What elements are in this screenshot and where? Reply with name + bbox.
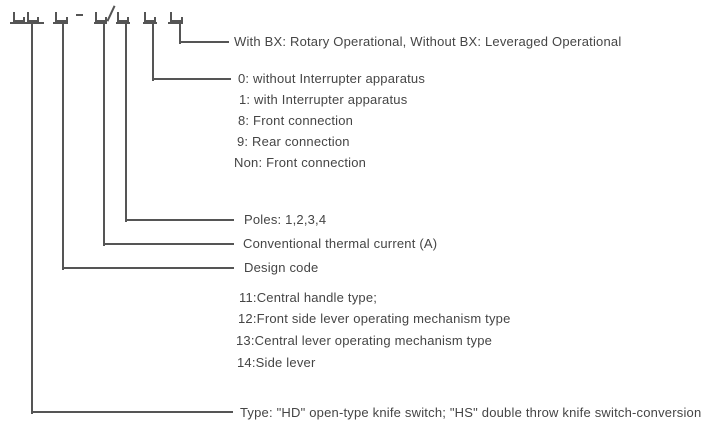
operation-label: With BX: Rotary Operational, Without BX: Leveraged Operational: [234, 34, 622, 49]
interrupter-underline: [143, 22, 157, 24]
poles-stem: [125, 24, 127, 222]
code-cell-right-tick: [66, 17, 68, 20]
code-cell-right-tick: [37, 17, 39, 20]
code-cell: [170, 12, 183, 22]
interrupter-option-0: 0: without Interrupter apparatus: [238, 71, 426, 86]
poles-underline: [116, 22, 130, 24]
poles-connector-line: [125, 219, 234, 221]
design-code-label: Design code: [244, 260, 319, 275]
type-label: Type: "HD" open-type knife switch; "HS" double throw knife switch-conversion: [240, 405, 702, 420]
design-code-connector-line: [62, 267, 234, 269]
interrupter-option-8: 8: Front connection: [238, 113, 354, 128]
design-code-underline: [53, 22, 68, 24]
code-cell: [27, 12, 39, 22]
design-code-option-11: 11:Central handle type;: [239, 290, 378, 305]
design-code-option-14: 14:Side lever: [237, 355, 316, 370]
interrupter-option-non: Non: Front connection: [234, 155, 367, 170]
code-cell-right-tick: [23, 17, 25, 20]
type-stem: [31, 24, 33, 414]
interrupter-connector-line: [152, 78, 231, 80]
thermal-current-underline: [94, 22, 107, 24]
code-cell: [144, 12, 156, 22]
thermal-current-label: Conventional thermal current (A): [243, 236, 438, 251]
poles-label: Poles: 1,2,3,4: [244, 212, 327, 227]
code-cell-right-tick: [181, 17, 183, 20]
type-underline: [10, 22, 44, 24]
code-cell: [13, 12, 25, 22]
code-cell: [117, 12, 129, 22]
thermal-current-connector-line: [103, 243, 234, 245]
code-cell-right-tick: [127, 17, 129, 20]
design-code-stem: [62, 24, 64, 270]
interrupter-option-1: 1: with Interrupter apparatus: [239, 92, 408, 107]
code-cell-right-tick: [154, 17, 156, 20]
thermal-current-stem: [103, 24, 105, 246]
operation-connector-line: [179, 41, 229, 43]
slash-separator: [107, 5, 116, 21]
design-code-option-13: 13:Central lever operating mechanism type: [236, 333, 493, 348]
interrupter-stem: [152, 24, 154, 81]
dash-separator: [76, 14, 83, 16]
interrupter-option-9: 9: Rear connection: [237, 134, 350, 149]
type-connector-line: [31, 411, 233, 413]
design-code-option-12: 12:Front side lever operating mechanism type: [238, 311, 511, 326]
code-cell: [55, 12, 68, 22]
